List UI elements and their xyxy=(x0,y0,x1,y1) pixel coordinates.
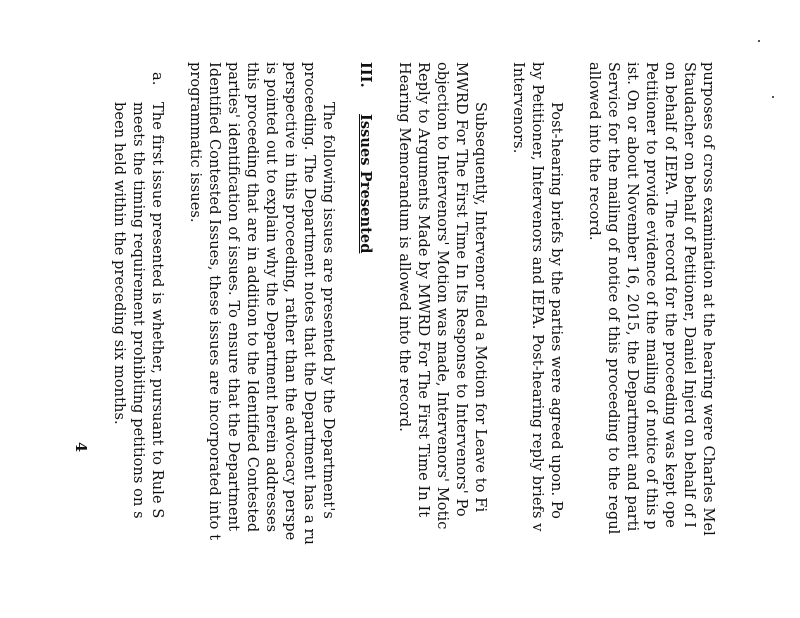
text-line: Post-hearing briefs by the parties were agreed upon. Po xyxy=(548,102,564,520)
text-line: Intervenors. xyxy=(510,62,526,154)
text-line: allowed into the record. xyxy=(586,62,602,241)
text-line: been held within the preceding six months. xyxy=(111,102,127,425)
item-letter: a. xyxy=(149,72,165,86)
text-line: Petitioner to provide evidence of the mailing of notice of this p xyxy=(643,62,659,530)
text-line: ist. On or about November 16, 2015, the Department and parti xyxy=(624,62,640,532)
text-line: meets the timing requirement prohibiting petitions on s xyxy=(130,102,146,519)
item-text: The first issue presented is whether, pursuant to Rule S xyxy=(149,102,165,519)
text-line: Subsequently, Intervenor filed a Motion for Leave to Fi xyxy=(472,102,488,513)
text-line: Reply to Arguments Made by MWRD For The First Time In It xyxy=(415,62,431,518)
text-line: purposes of cross examination at the hearing were Charles Mel xyxy=(700,62,716,536)
section-title: Issues Presented xyxy=(357,114,374,254)
text-line xyxy=(147,62,166,618)
text-line: is pointed out to explain why the Department herein addresses xyxy=(263,62,279,533)
text-line: Identified Contested Issues, these issues are incorporated into t xyxy=(206,62,222,541)
text-line: objection to Intervenors' Motion was made, Intervenors' Motic xyxy=(434,62,450,530)
text-line: Staudacher on behalf of Petitioner, Daniel Injerd on behalf of I xyxy=(681,62,697,528)
text-line: programmatic issues. xyxy=(187,62,203,223)
paragraph-2 xyxy=(508,62,565,618)
scan-speck xyxy=(758,40,760,42)
paragraph-4 xyxy=(185,62,337,618)
text-line: by Petitioner, Intervenors and IEPA. Post-hearing reply briefs v xyxy=(529,62,545,532)
text-line: The following issues are presented by the Department's xyxy=(320,102,336,519)
text-line: Service for the mailing of notice of this proceeding to the regul xyxy=(605,62,621,535)
paragraph-3 xyxy=(394,62,489,618)
section-heading xyxy=(356,62,375,618)
paragraph-1 xyxy=(584,62,717,618)
section-number: III. xyxy=(357,62,374,88)
page-number-row xyxy=(71,62,90,618)
text-line: MWRD For The First Time In Its Response to Intervenors' Po xyxy=(453,62,469,517)
scan-speck xyxy=(772,96,774,98)
rotated-document-body xyxy=(71,62,717,618)
page-number: 4 xyxy=(72,442,89,453)
text-line: parties' identification of issues. To ensure that the Department xyxy=(225,62,241,532)
text-line: Hearing Memorandum is allowed into the record. xyxy=(396,62,412,432)
list-item-a xyxy=(109,62,166,618)
text-line: perspective in this proceeding, rather than the advocacy perspe xyxy=(282,62,298,541)
text-line: this proceeding that are in addition to the Identified Contested xyxy=(244,62,260,533)
text-line: on behalf of IEPA. The record for the proceeding was kept ope xyxy=(662,62,678,528)
text-line: proceeding. The Department notes that the Department has a ru xyxy=(301,62,317,545)
